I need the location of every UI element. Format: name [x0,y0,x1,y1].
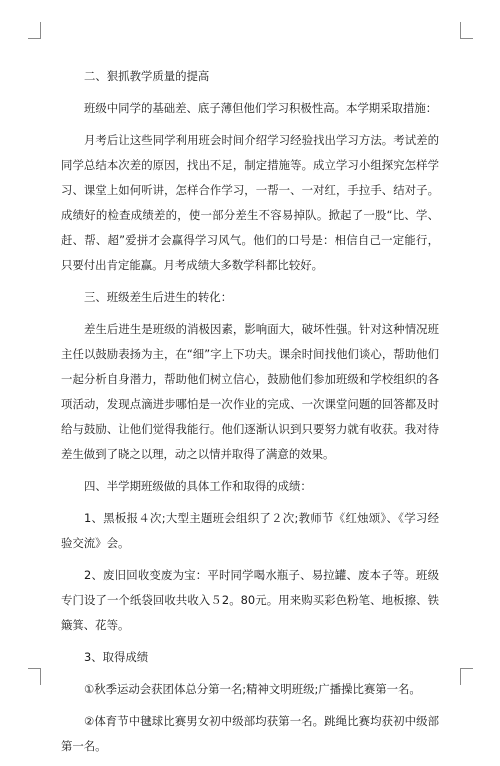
achievement-sports-meet: ①秋季运动会获团体总分第一名;精神文明班级;广播操比赛第一名。 [84,682,421,696]
list-item-achievements: 3、取得成绩 [84,650,149,664]
document-body [61,64,439,766]
crop-mark-top-right [460,22,473,39]
achievement-sports-festival: ②体育节中毽球比赛男女初中级部均获第一名。跳绳比赛均获初中级部第一名。 [61,714,439,753]
paragraph-student-basis: 班级中同学的基础差、底子薄但他们学习积极性高。本学期采取措施： [84,101,438,115]
section-heading-quality: 二、狠抓教学质量的提高 [84,69,210,83]
section-heading-transformation: 三、班级差生后进生的转化： [84,290,233,304]
section-heading-work-results: 四、半学期班级做的具体工作和取得的成绩： [84,479,312,493]
crop-mark-bottom-left [28,668,41,685]
crop-mark-top-left [28,22,41,39]
paragraph-transformation: 差生后进生是班级的消极因素，影响面大，破坏性强。针对这种情况班主任以鼓励表扬为主，在“细”字上下功夫。课余时间找他们谈心，帮助他们一起分析自身潜力，帮助他们树立信心，鼓励他们参加班级和学校组织的各项活动，发现点滴进步哪怕是一次作业的完成、一次课堂问题的回答都及时给与鼓励、让他们觉得我能行。他们逐渐认识到只要努力就有收获。我对待差生做到了晓之以理，动之以情并取得了满意的效果。 [61,322,439,461]
list-item-recycling: 2、废旧回收变废为宝：平时同学喝水瓶子、易拉罐、废本子等。班级专门设了一个纸袋回收共收入５2。80元。用来购买彩色粉笔、地板擦、铁簸箕、花等。 [61,568,439,632]
list-item-blackboard: 1、黑板报４次;大型主题班会组织了２次;教师节《红烛颂》、《学习经验交流》会。 [61,511,439,550]
crop-mark-bottom-right [460,668,473,685]
paragraph-measures: 月考后让这些同学利用班会时间介绍学习经验找出学习方法。考试差的同学总结本次差的原因，找出不足，制定措施等。成立学习小组探究怎样学习、课堂上如何听讲，怎样合作学习，一帮一、一对红，手拉手、结对子。成绩好的检查成绩差的，使一部分差生不容易掉队。掀起了一股“比、学、赶、帮、超”爱拼才会赢得学习风气。他们的口号是：相信自己一定能行，只要付出肯定能赢。月考成绩大多数学科都比较好。 [61,133,439,272]
